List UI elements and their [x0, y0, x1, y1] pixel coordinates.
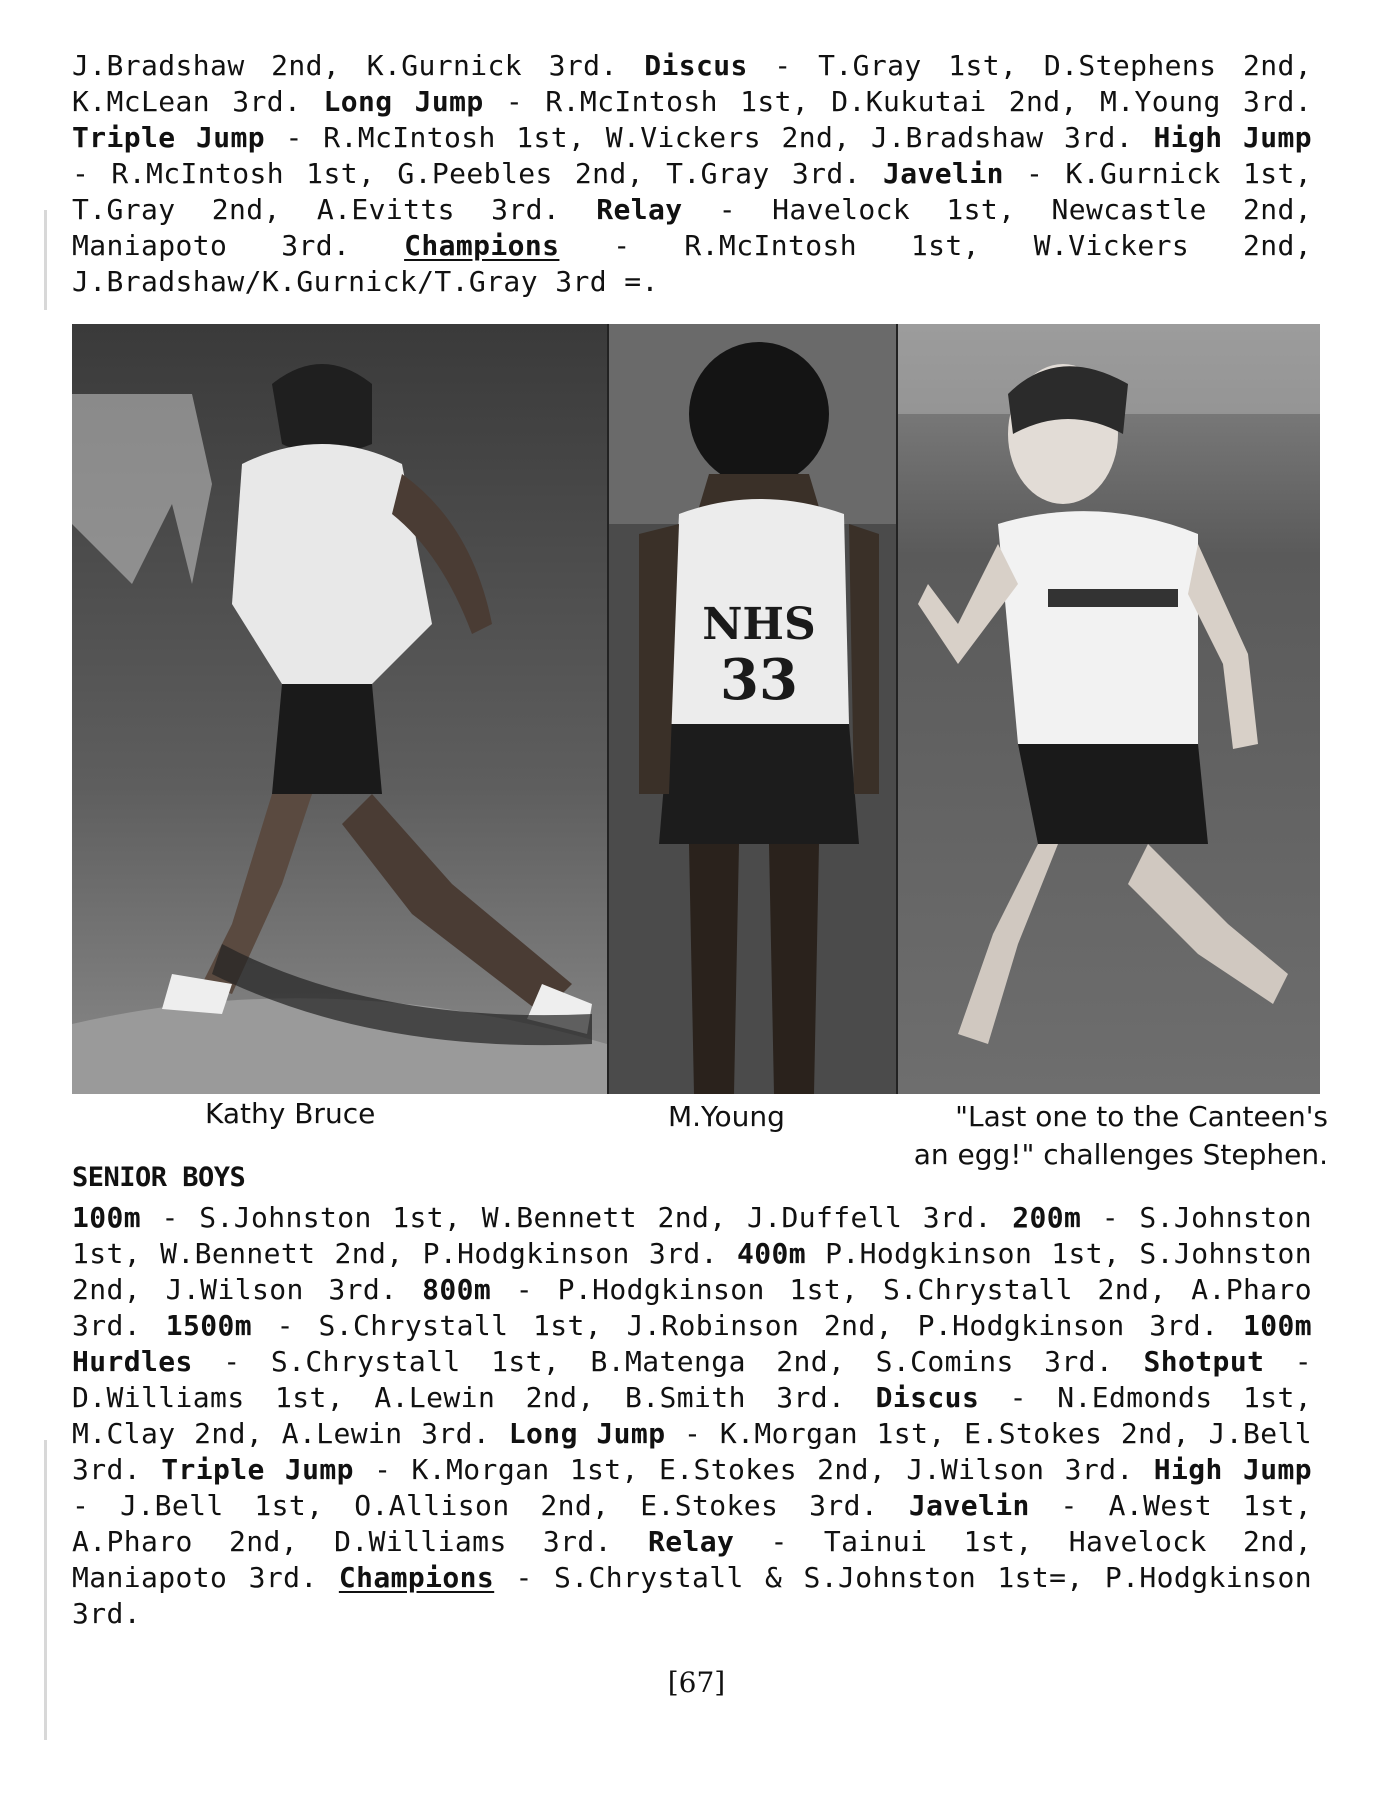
- text-run: - S.Chrystall 1st, J.Robinson 2nd, P.Hodgkinson 3rd.: [251, 1309, 1243, 1342]
- event-relay: Relay: [648, 1525, 735, 1558]
- bib-text: NHS: [702, 599, 816, 650]
- photo-m-young: [609, 324, 896, 1094]
- text-run: - R.McIntosh 1st, G.Peebles 2nd, T.Gray 3rd.: [72, 157, 884, 190]
- event-200m: 200m: [1012, 1201, 1082, 1234]
- caption-stephen: [858, 1098, 1328, 1174]
- event-discus: Discus: [644, 49, 748, 82]
- results-text-top: [72, 48, 1312, 300]
- results-text-senior-boys: [72, 1200, 1312, 1632]
- text-run: - R.McIntosh 1st, W.Vickers 2nd, J.Bradshaw 3rd.: [265, 121, 1154, 154]
- text-run: - K.Gurnick 1st, T.Gray 2nd, A.Evitts 3rd.: [72, 157, 1312, 226]
- text-run: - S.Johnston 1st, W.Bennett 2nd, P.Hodgkinson 3rd.: [72, 1201, 1312, 1270]
- bib-number: 33: [720, 647, 798, 713]
- caption-kathy-bruce: Kathy Bruce: [205, 1097, 376, 1130]
- text-run: - J.Bell 1st, O.Allison 2nd, E.Stokes 3rd.: [72, 1489, 909, 1522]
- discus-thrower-illustration: [72, 324, 607, 1094]
- event-400m: 400m: [736, 1237, 807, 1270]
- caption-line: "Last one to the Canteen's: [955, 1100, 1328, 1133]
- event-triple-jump: Triple Jump: [161, 1453, 354, 1486]
- event-champions: Champions: [338, 1561, 495, 1594]
- caption-m-young: M.Young: [668, 1100, 785, 1133]
- photo-stephen: [898, 324, 1320, 1094]
- text-run: - D.Williams 1st, A.Lewin 2nd, B.Smith 3rd.: [72, 1345, 1312, 1414]
- event-long-jump: Long Jump: [323, 85, 484, 118]
- page-number: [67]: [667, 1666, 726, 1699]
- caption-line: an egg!" challenges Stephen.: [913, 1138, 1328, 1171]
- text-run: - K.Morgan 1st, E.Stokes 2nd, J.Bell 3rd.: [72, 1417, 1312, 1486]
- event-javelin: Javelin: [883, 157, 1004, 190]
- text-run: - R.McIntosh 1st, D.Kukutai 2nd, M.Young 3rd.: [483, 85, 1312, 118]
- text-run: - S.Johnston 1st, W.Bennett 2nd, J.Duffell 3rd.: [141, 1201, 1013, 1234]
- sprinter-illustration: [898, 324, 1320, 1094]
- section-heading: SENIOR BOYS: [72, 1162, 246, 1193]
- event-discus: Discus: [875, 1381, 980, 1414]
- text-run: - A.West 1st, A.Pharo 2nd, D.Williams 3rd.: [72, 1489, 1312, 1558]
- text-run: - S.Chrystall 1st, B.Matenga 2nd, S.Comins 3rd.: [192, 1345, 1144, 1378]
- text-run: - K.Morgan 1st, E.Stokes 2nd, J.Wilson 3rd.: [353, 1453, 1154, 1486]
- runner-standing-illustration: [609, 324, 896, 1094]
- event-high-jump: High Jump: [1153, 121, 1312, 154]
- scan-edge-top: [44, 210, 47, 310]
- text-run: P.Hodgkinson 1st, S.Johnston 2nd, J.Wilson 3rd.: [72, 1237, 1312, 1306]
- text-run: - Havelock 1st, Newcastle 2nd, Maniapoto 3rd.: [72, 193, 1312, 262]
- event-triple-jump: Triple Jump: [72, 121, 266, 154]
- text-run: - N.Edmonds 1st, M.Clay 2nd, A.Lewin 3rd.: [72, 1381, 1312, 1450]
- event-800m: 800m: [422, 1273, 492, 1306]
- event-long-jump: Long Jump: [508, 1417, 666, 1450]
- text-run: - R.McIntosh 1st, W.Vickers 2nd, J.Bradshaw/K.Gurnick/T.Gray 3rd =.: [72, 229, 1312, 298]
- event-relay: Relay: [596, 193, 683, 226]
- event-high-jump: High Jump: [1153, 1453, 1312, 1486]
- event-javelin: Javelin: [908, 1489, 1030, 1522]
- text-run: - P.Hodgkinson 1st, S.Chrystall 2nd, A.Pharo 3rd.: [72, 1273, 1312, 1342]
- event-champions: Champions: [404, 229, 560, 262]
- photo-strip: [72, 324, 1320, 1094]
- text-run: - T.Gray 1st, D.Stephens 2nd, K.McLean 3rd.: [72, 49, 1312, 118]
- event-shotput: Shotput: [1143, 1345, 1265, 1378]
- photo-kathy-bruce: [72, 324, 607, 1094]
- event-100m-hurdles: 100m Hurdles: [72, 1309, 1312, 1378]
- event-1500m: 1500m: [165, 1309, 252, 1342]
- text-run: - Tainui 1st, Havelock 2nd, Maniapoto 3rd.: [72, 1525, 1312, 1594]
- event-100m: 100m: [72, 1201, 142, 1234]
- text-run: J.Bradshaw 2nd, K.Gurnick 3rd.: [72, 49, 645, 82]
- text-run: - S.Chrystall & S.Johnston 1st=, P.Hodgkinson 3rd.: [72, 1561, 1312, 1630]
